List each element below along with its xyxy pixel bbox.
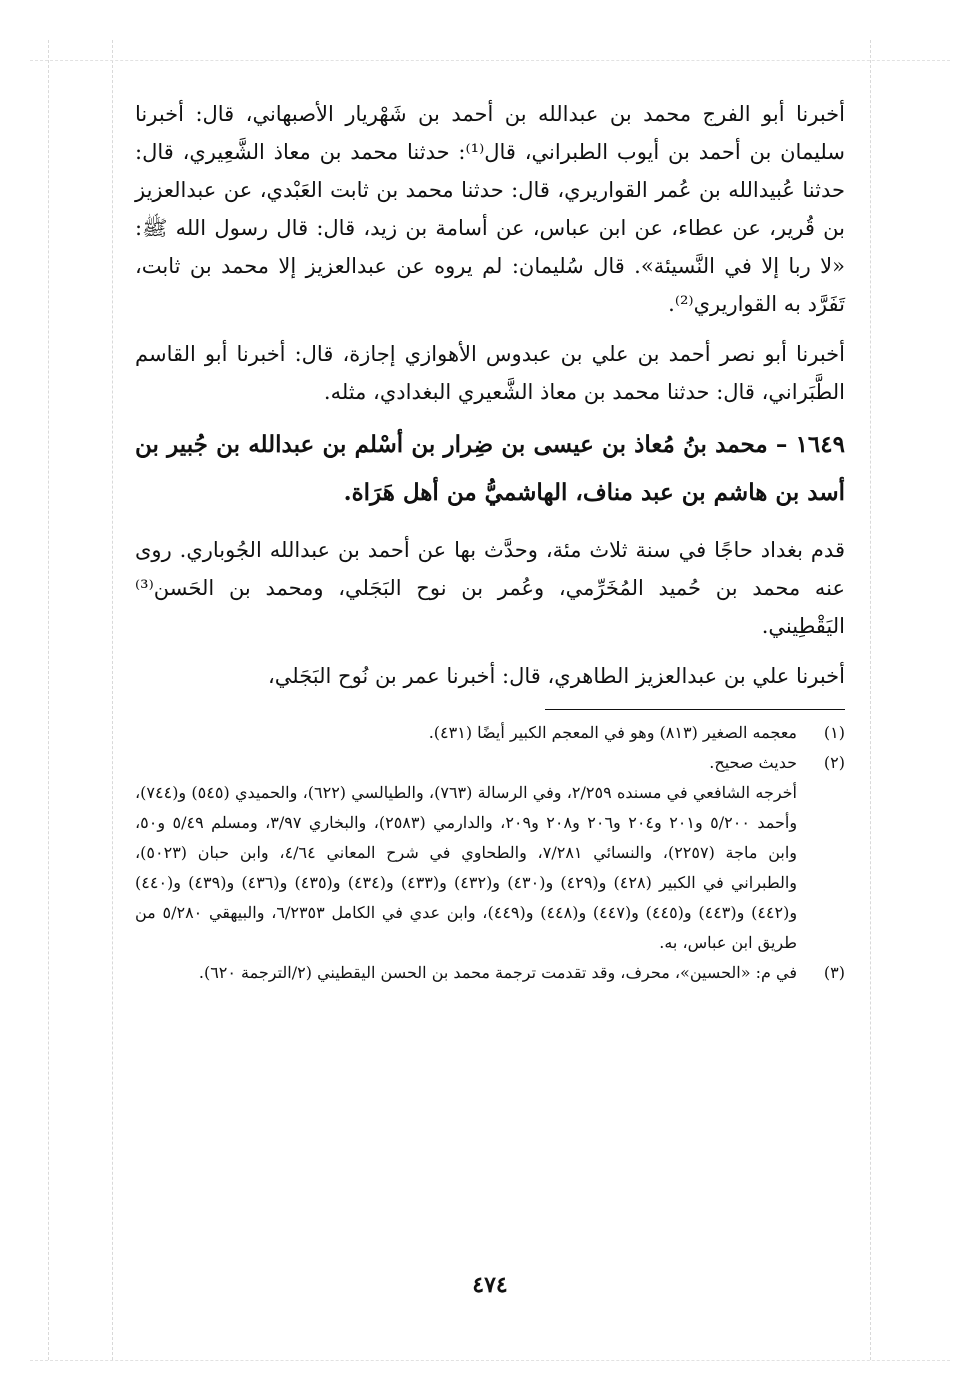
- footnote-text: معجمه الصغير (٨١٣) وهو في المعجم الكبير أيضًا (٤٣١).: [428, 723, 797, 742]
- paragraph-3: قدم بغداد حاجًا في سنة ثلاث مئة، وحدَّث بها عن أحمد بن عبدالله الجُوباري. روى عنه محمد بن حُميد المُخَرِّمي، وعُمر بن نوح البَجَلي، ومحمد بن الحَسن⁽³⁾ اليَقْطِيني.: [135, 538, 845, 638]
- footnote-text: حديث صحيح.: [709, 753, 797, 772]
- footnote-number: (٢): [823, 753, 845, 772]
- footnote-divider: [545, 709, 845, 710]
- footnote-number: (١): [823, 723, 845, 742]
- footnote-2: [135, 748, 845, 958]
- footnote-text: في م: «الحسين»، محرف، وقد تقدمت ترجمة محمد بن الحسن اليقطيني (٢/الترجمة ٦٢٠).: [198, 963, 797, 982]
- paragraph-2: أخبرنا أبو نصر أحمد بن علي بن عبدوس الأهوازي إجازة، قال: أخبرنا أبو القاسم الطَّبَراني، قال: حدثنا محمد بن معاذ الشَّعيري البغدادي، مثله.: [135, 342, 845, 404]
- footnote-number: (٣): [823, 963, 845, 982]
- entry-heading: ١٦٤٩ – محمد بنُ مُعاذ بن عيسى بن ضِرار بن أسْلم بن عبدالله بن جُبير بن أسد بن هاشم بن عبد مناف، الهاشميُّ من أهل هَرَاة.: [135, 431, 845, 506]
- paragraph-4: أخبرنا علي بن عبدالعزيز الطاهري، قال: أخبرنا عمر بن نُوح البَجَلي،: [267, 664, 845, 688]
- footnote-text: أخرجه الشافعي في مسنده ٢/٢٥٩، وفي الرسالة (٧٦٣)، والطيالسي (٦٢٢)، والحميدي (٥٤٥) و(٧٤٤)، وأحمد ٥/٢٠٠ و٢٠١ و٢٠٤ و٢٠٦ و٢٠٨ و٢٠٩، والدارمي (٢٥٨٣)، والبخاري ٣/٩٧، ومسلم ٥/٤٩ و٥٠، وابن ماجة (٢٢٥٧)، والنسائي ٧/٢٨١، والطحاوي في شرح المعاني ٤/٦٤، وابن حبان (٥٠٢٣)، والطبراني في الكبير (٤٢٨) و(٤٢٩) و(٤٣٠) و(٤٣٢) و(٤٣٣) و(٤٣٤) و(٤٣٥) و(٤٣٦) و(٤٣٩) و(٤٤٠) و(٤٤٢) و(٤٤٣) و(٤٤٥) و(٤٤٧) و(٤٤٨) و(٤٤٩)، وابن عدي في الكامل ٦/٢٣٥٣، والبيهقي ٥/٢٨٠ من طريق ابن عباس، به.: [135, 783, 798, 952]
- paragraph-1: أخبرنا أبو الفرج محمد بن عبدالله بن أحمد بن شَهْريار الأصبهاني، قال: أخبرنا سليمان بن أحمد بن أيوب الطبراني، قال⁽¹⁾: حدثنا محمد بن معاذ الشَّعِيري، قال: حدثنا عُبيدالله بن عُمر القواريري، قال: حدثنا محمد بن ثابت العَبْدي، عن عبدالعزيز بن قُرير، عن عطاء، عن ابن عباس، عن أسامة بن زيد، قال: قال رسول الله ﷺ: «لا ربا إلا في النَّسيئة». قال سُليمان: لم يروه عن عبدالعزيز إلا محمد بن ثابت، تَفَرَّد به القواريري⁽²⁾.: [135, 102, 845, 316]
- footnote-1: [135, 718, 845, 748]
- page-body: [135, 95, 845, 988]
- page-number: ٤٧٤: [472, 1272, 508, 1298]
- footnote-3: [135, 958, 845, 988]
